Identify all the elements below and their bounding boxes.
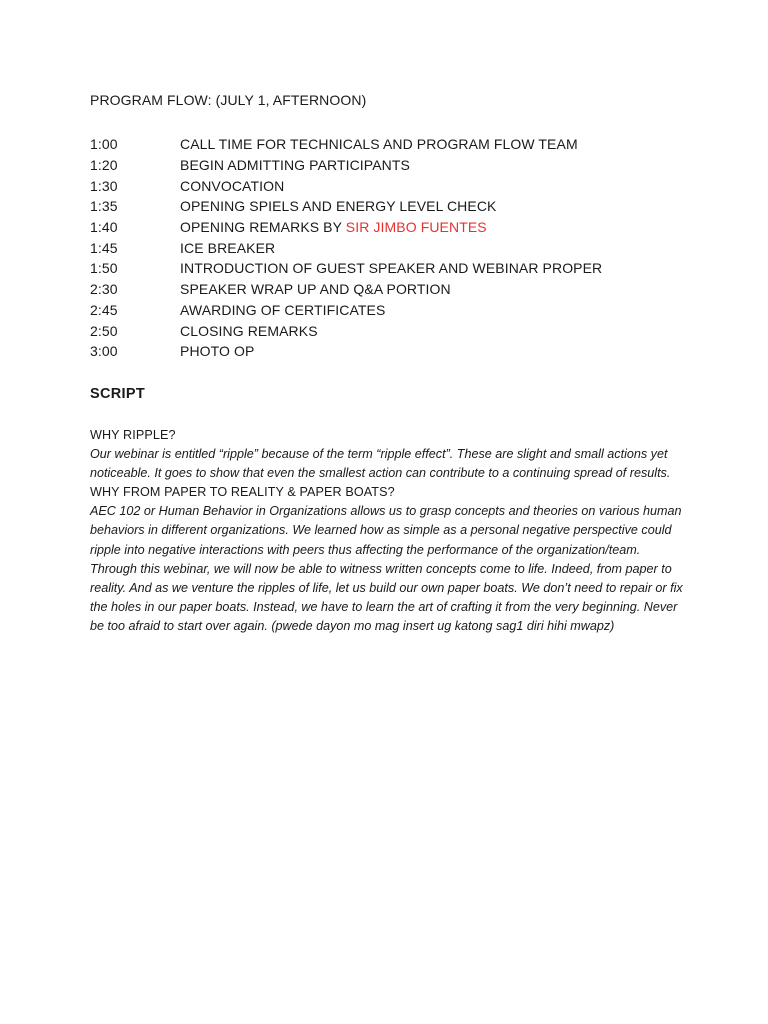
schedule-time: 1:35 [90, 198, 118, 215]
schedule-row [90, 175, 730, 196]
schedule-time: 1:50 [90, 260, 118, 277]
schedule-row [90, 196, 730, 217]
schedule-activity [180, 219, 487, 235]
schedule-activity: OPENING SPIELS AND ENERGY LEVEL CHECK [180, 198, 497, 215]
schedule-activity: CLOSING REMARKS [180, 322, 318, 339]
schedule-row [90, 237, 730, 258]
schedule-row [90, 134, 730, 155]
schedule-row [90, 320, 730, 341]
schedule-activity: INTRODUCTION OF GUEST SPEAKER AND WEBINAR PROPER [180, 260, 603, 277]
schedule-activity: PHOTO OP [180, 343, 255, 360]
schedule-activity: CALL TIME FOR TECHNICALS AND PROGRAM FLOW TEAM [180, 136, 578, 153]
schedule-activity: AWARDING OF CERTIFICATES [180, 301, 386, 318]
schedule-time: 1:20 [90, 157, 118, 174]
script-question: WHY FROM PAPER TO REALITY & PAPER BOATS? [90, 485, 395, 500]
schedule-time: 1:30 [90, 177, 118, 194]
script-answer: AEC 102 or Human Behavior in Organizations allows us to grasp concepts and theories on various human behaviors in different organizations. We learned how as simple as a personal negative perspective could ripple into negative interactions with peers thus affecting the performance of the organization/team. [90, 504, 682, 557]
program-flow-title: PROGRAM FLOW: (JULY 1, AFTERNOON) [90, 92, 367, 108]
schedule-row [90, 300, 730, 321]
schedule-time: 1:45 [90, 239, 118, 256]
script-question: WHY RIPPLE? [90, 428, 176, 442]
schedule-activity: CONVOCATION [180, 177, 285, 194]
script-heading: SCRIPT [90, 386, 145, 402]
schedule-activity: ICE BREAKER [180, 239, 276, 256]
schedule-row [90, 217, 730, 238]
schedule-row [90, 258, 730, 279]
schedule-time: 1:00 [90, 136, 118, 153]
schedule-time: 3:00 [90, 343, 118, 360]
schedule-activity: SPEAKER WRAP UP AND Q&A PORTION [180, 281, 451, 298]
schedule-list [90, 134, 730, 362]
script-answer: Our webinar is entitled “ripple” because of the term “ripple effect”. These are slight and small actions yet noticeable. It goes to show that even the smallest action can contribute to a continuing spread of results. [90, 447, 671, 481]
schedule-row [90, 155, 730, 176]
schedule-row [90, 341, 730, 362]
schedule-time: 2:45 [90, 301, 118, 318]
schedule-time: 2:30 [90, 281, 118, 298]
highlighted-speaker-name: SIR JIMBO FUENTES [345, 219, 487, 236]
schedule-time: 2:50 [90, 322, 118, 339]
schedule-time: 1:40 [90, 219, 118, 236]
schedule-activity-text: OPENING REMARKS BY [180, 219, 346, 236]
script-body [90, 426, 690, 636]
schedule-row [90, 279, 730, 300]
schedule-activity: BEGIN ADMITTING PARTICIPANTS [180, 157, 410, 174]
script-answer: Through this webinar, we will now be able to witness written concepts come to life. Indeed, from paper to reality. And as we venture the ripples of life, let us build our own paper boats. We don’t need to repair or fix the holes in our paper boats. Instead, we have to learn the art of crafting it from the very beginning. Never be too afraid to start over again. (pwede dayon mo mag insert ug katong sag1 diri hihi mwapz) [90, 561, 683, 633]
